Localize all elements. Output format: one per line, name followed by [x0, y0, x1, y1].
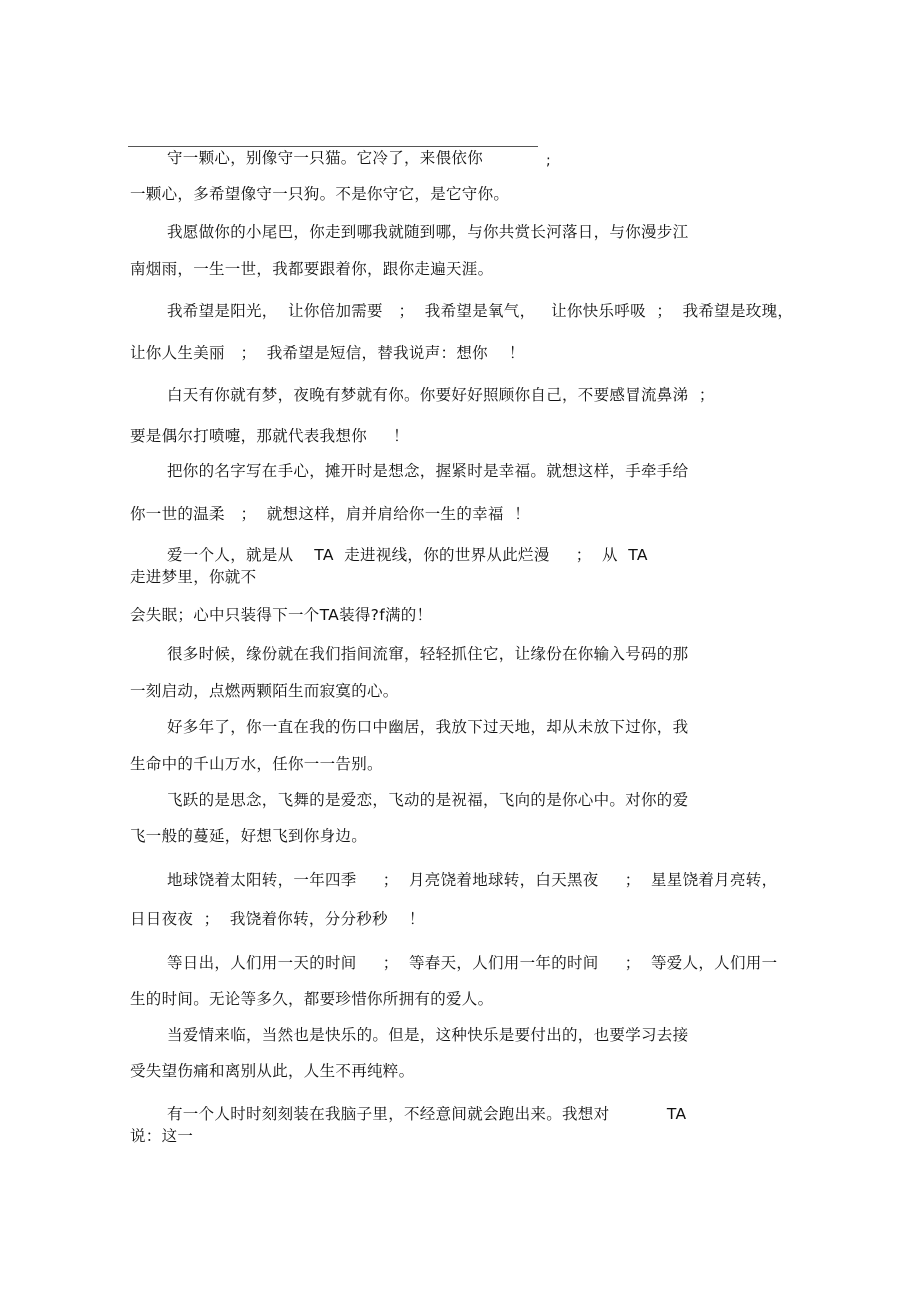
p12-line1: 当爱情来临，当然也是快乐的。但是，这种快乐是要付出的，也要学习去接 — [167, 1026, 689, 1044]
header-rule — [128, 146, 538, 147]
p11-line2: 生的时间。无论等多久，都要珍惜你所拥有的爱人。 — [130, 990, 494, 1008]
p13-line1: 有一个人时时刻刻装在我脑子里，不经意间就会跑出来。我想对 TA — [167, 1105, 687, 1123]
p2-line2: 南烟雨，一生一世，我都要跟着你，跟你走遍天涯。 — [130, 260, 494, 278]
p5-line2: 你一世的温柔 ； 就想这样，肩并肩给你一生的幸福 ！ — [130, 505, 530, 523]
p7-line1: 很多时候，缘份就在我们指间流窜，轻轻抓住它，让缘份在你输入号码的那 — [167, 645, 689, 663]
p1-line2: 一颗心，多希望像守一只狗。不是你守它，是它守你。 — [130, 185, 510, 203]
p9-line1: 飞跃的是思念，飞舞的是爱恋，飞动的是祝福，飞向的是你心中。对你的爱 — [167, 791, 689, 809]
p12-line2: 受失望伤痛和离别从此，人生不再纯粹。 — [130, 1062, 415, 1080]
p1-line1: 守一颗心，别像守一只猫。它冷了，来偎依你 — [167, 149, 484, 167]
p4-line1: 白天有你就有梦，夜晚有梦就有你。你要好好照顾你自己，不要感冒流鼻涕 ； — [167, 386, 715, 404]
p11-line1: 等日出，人们用一天的时间 ； 等春天，人们用一年的时间 ； 等爱人，人们用一 — [167, 954, 778, 972]
p6-line3: 会失眠；心中只装得下一个TA装得?f满的！ — [130, 606, 433, 624]
p8-line2: 生命中的千山万水，任你一一告别。 — [130, 755, 383, 773]
p3-line1: 我希望是阳光， 让你倍加需要 ； 我希望是氧气， 让你快乐呼吸 ； 我希望是玫瑰， — [167, 302, 794, 320]
p5-line1: 把你的名字写在手心，摊开时是想念，握紧时是幸福。就想这样，手牵手给 — [167, 462, 689, 480]
p4-line2: 要是偶尔打喷嚏，那就代表我想你 ！ — [130, 427, 409, 445]
p9-line2: 飞一般的蔓延，好想飞到你身边。 — [130, 827, 368, 845]
p3-line2: 让你人生美丽 ； 我希望是短信，替我说声：想你 ！ — [130, 344, 525, 362]
p1-trailing-semicolon: ; — [546, 153, 551, 169]
p6-line2: 走进梦里，你就不 — [130, 568, 257, 586]
p10-line2: 日日夜夜 ； 我饶着你转，分分秒秒 ！ — [130, 910, 425, 928]
p10-line1: 地球饶着太阳转，一年四季 ； 月亮饶着地球转，白天黑夜 ； 星星饶着月亮转， — [167, 871, 778, 889]
p2-line1: 我愿做你的小尾巴，你走到哪我就随到哪，与你共赏长河落日，与你漫步江 — [167, 223, 689, 241]
p13-line2: 说：这一 — [130, 1127, 194, 1145]
p7-line2: 一刻启动，点燃两颗陌生而寂寞的心。 — [130, 682, 399, 700]
p8-line1: 好多年了，你一直在我的伤口中幽居，我放下过天地，却从未放下过你，我 — [167, 718, 689, 736]
p6-line1: 爱一个人，就是从 TA 走进视线，你的世界从此烂漫 ； 从 TA — [167, 546, 648, 564]
